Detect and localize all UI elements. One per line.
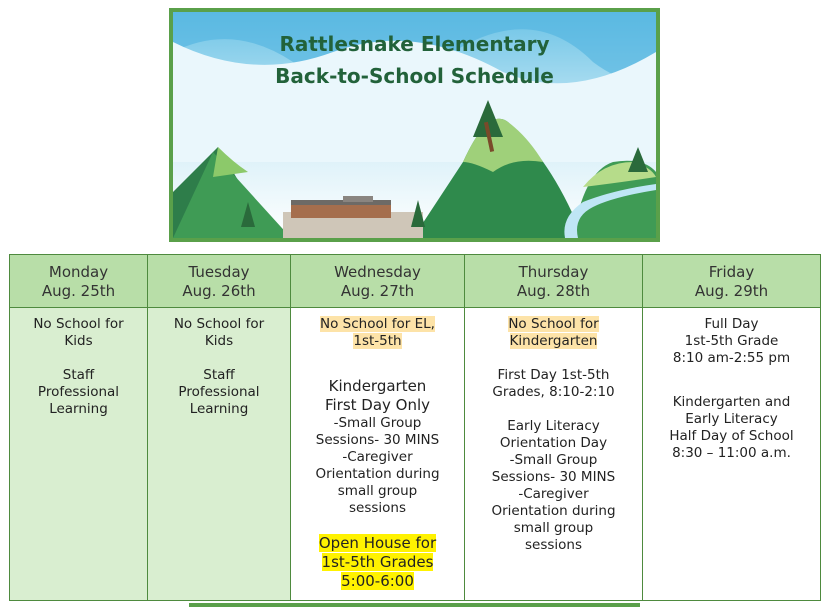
wednesday-s4: Orientation during	[315, 466, 440, 482]
tuesday-staff1: Staff	[203, 367, 235, 383]
tuesday-staff3: Learning	[189, 401, 249, 417]
day-name: Thursday	[518, 263, 589, 281]
bottom-divider	[189, 603, 640, 607]
monday-staff3: Learning	[49, 401, 108, 417]
friday-k2: Early Literacy	[685, 411, 778, 427]
day-name: Monday	[48, 263, 109, 281]
wednesday-s2: Sessions- 30 MINS	[315, 432, 440, 448]
friday-k4: 8:30 – 11:00 a.m.	[672, 445, 791, 461]
wednesday-s3: -Caregiver	[342, 449, 413, 465]
day-date: Aug. 29th	[694, 282, 769, 300]
thursday-el1: Early Literacy	[507, 418, 600, 434]
day-date: Aug. 28th	[516, 282, 591, 300]
thursday-s5: small group	[513, 520, 594, 536]
wednesday-s5: small group	[337, 483, 418, 499]
tuesday-line2: Kids	[204, 333, 234, 349]
friday-f1: Full Day	[704, 316, 759, 332]
friday-k3: Half Day of School	[669, 428, 794, 444]
banner-title-line1: Rattlesnake Elementary	[279, 32, 550, 56]
header-monday	[10, 255, 148, 308]
thursday-el2: Orientation Day	[499, 435, 608, 451]
friday-f2: 1st-5th Grade	[684, 333, 779, 349]
thursday-s3: -Caregiver	[518, 486, 589, 502]
header-row	[10, 255, 821, 308]
day-name: Friday	[708, 263, 755, 281]
day-date: Aug. 26th	[182, 282, 256, 300]
cell-monday	[10, 308, 148, 601]
monday-staff2: Professional	[37, 384, 120, 400]
banner-title-line2: Back-to-School Schedule	[275, 64, 554, 88]
monday-line1: No School for	[33, 316, 124, 332]
thursday-notice1: No School for	[508, 316, 599, 332]
thursday-s2: Sessions- 30 MINS	[491, 469, 616, 485]
day-date: Aug. 25th	[41, 282, 116, 300]
monday-staff1: Staff	[62, 367, 95, 383]
tuesday-staff2: Professional	[178, 384, 260, 400]
schedule-table	[9, 254, 821, 601]
wednesday-openhouse3: 5:00-6:00	[341, 572, 414, 590]
thursday-notice2: Kindergarten	[509, 333, 598, 349]
wednesday-k1: Kindergarten	[328, 377, 427, 395]
wednesday-k2: First Day Only	[324, 396, 431, 414]
thursday-s1: -Small Group	[509, 452, 598, 468]
cell-wednesday	[291, 308, 465, 601]
tuesday-line1: No School for	[173, 316, 265, 332]
friday-k1: Kindergarten and	[672, 394, 791, 410]
header-wednesday	[291, 255, 465, 308]
friday-f3: 8:10 am-2:55 pm	[672, 350, 791, 366]
wednesday-openhouse2: 1st-5th Grades	[321, 553, 434, 571]
day-name: Tuesday	[188, 263, 250, 281]
day-date: Aug. 27th	[340, 282, 415, 300]
header-tuesday	[148, 255, 291, 308]
body-row	[10, 308, 821, 601]
banner	[169, 8, 660, 242]
cell-tuesday	[148, 308, 291, 601]
day-name: Wednesday	[334, 263, 421, 281]
thursday-fd2: Grades, 8:10-2:10	[492, 384, 615, 400]
cell-thursday	[465, 308, 643, 601]
wednesday-openhouse1: Open House for	[318, 534, 437, 552]
header-friday	[643, 255, 821, 308]
wednesday-notice2: 1st-5th	[353, 333, 402, 349]
cell-friday	[643, 308, 821, 601]
wednesday-s1: -Small Group	[333, 415, 422, 431]
monday-line2: Kids	[64, 333, 93, 349]
header-thursday	[465, 255, 643, 308]
wednesday-notice1: No School for EL,	[320, 316, 435, 332]
banner-title	[173, 28, 656, 92]
wednesday-s6: sessions	[348, 500, 406, 516]
thursday-s4: Orientation during	[491, 503, 616, 519]
thursday-s6: sessions	[524, 537, 582, 553]
thursday-fd1: First Day 1st-5th	[497, 367, 610, 383]
